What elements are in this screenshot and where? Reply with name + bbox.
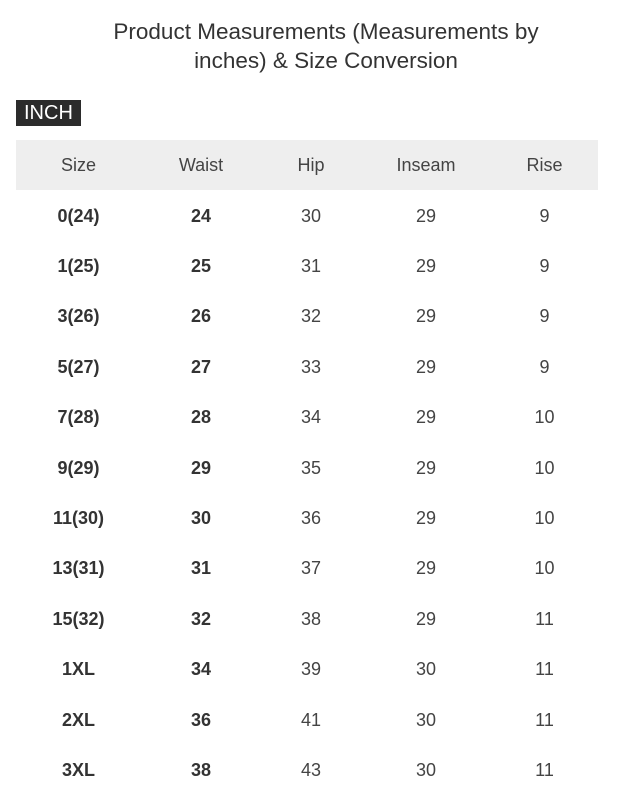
column-header-size: Size	[60, 154, 96, 175]
cell-size: 13(31)	[52, 558, 105, 579]
cell-inseam: 29	[415, 457, 437, 478]
cell-size: 15(32)	[52, 608, 105, 629]
cell-hip: 32	[300, 306, 322, 327]
cell-hip: 41	[300, 709, 322, 730]
cell-waist: 24	[190, 205, 212, 226]
cell-waist: 31	[190, 558, 212, 579]
cell-rise: 9	[539, 306, 550, 327]
cell-waist: 32	[190, 608, 212, 629]
cell-size: 2XL	[61, 709, 95, 730]
column-header-hip: Hip	[297, 154, 325, 175]
table-row	[16, 443, 598, 493]
cell-rise: 10	[534, 558, 555, 579]
cell-inseam: 29	[415, 256, 437, 277]
cell-size: 11(30)	[52, 508, 105, 529]
cell-waist: 38	[190, 759, 212, 780]
cell-size: 3(26)	[57, 306, 100, 327]
cell-inseam: 29	[415, 205, 437, 226]
table-row	[16, 645, 598, 695]
cell-hip: 39	[300, 659, 322, 680]
unit-badge: INCH	[16, 100, 81, 126]
cell-inseam: 29	[415, 407, 437, 428]
cell-inseam: 30	[415, 659, 437, 680]
cell-inseam: 30	[415, 709, 437, 730]
cell-rise: 9	[539, 256, 550, 277]
table-row	[16, 241, 598, 291]
table-row	[16, 191, 598, 241]
cell-hip: 37	[300, 558, 322, 579]
cell-size: 9(29)	[57, 457, 100, 478]
column-header-rise: Rise	[526, 154, 563, 175]
cell-size: 0(24)	[57, 205, 100, 226]
cell-rise: 9	[539, 205, 550, 226]
table-body	[16, 191, 598, 796]
cell-size: 7(28)	[57, 407, 100, 428]
table-row	[16, 493, 598, 543]
cell-inseam: 29	[415, 306, 437, 327]
cell-inseam: 29	[415, 608, 437, 629]
cell-waist: 29	[190, 457, 212, 478]
cell-rise: 9	[539, 356, 550, 377]
cell-hip: 36	[300, 508, 322, 529]
cell-waist: 30	[190, 508, 212, 529]
table-row	[16, 393, 598, 443]
column-header-inseam: Inseam	[396, 154, 456, 175]
cell-size: 3XL	[61, 759, 95, 780]
cell-inseam: 30	[415, 759, 437, 780]
cell-inseam: 29	[415, 508, 437, 529]
table-row	[16, 292, 598, 342]
cell-rise: 11	[535, 759, 554, 780]
cell-rise: 10	[534, 457, 555, 478]
cell-rise: 10	[534, 508, 555, 529]
table-row	[16, 342, 598, 392]
table-row	[16, 594, 598, 644]
cell-hip: 34	[300, 407, 322, 428]
table-row	[16, 695, 598, 745]
cell-rise: 11	[535, 709, 554, 730]
cell-size: 1(25)	[57, 256, 100, 277]
cell-size: 5(27)	[57, 356, 100, 377]
cell-waist: 25	[190, 256, 212, 277]
cell-rise: 11	[535, 608, 554, 629]
page-title-line-1: Product Measurements (Measurements by	[113, 19, 539, 44]
cell-inseam: 29	[415, 558, 437, 579]
page-title-line-2: inches) & Size Conversion	[194, 48, 458, 73]
cell-inseam: 29	[415, 356, 437, 377]
size-table	[16, 140, 598, 796]
cell-waist: 36	[190, 709, 212, 730]
cell-waist: 27	[190, 356, 212, 377]
table-row	[16, 745, 598, 795]
cell-waist: 34	[190, 659, 212, 680]
cell-size: 1XL	[61, 659, 95, 680]
cell-waist: 26	[190, 306, 212, 327]
cell-hip: 35	[300, 457, 322, 478]
cell-hip: 38	[300, 608, 322, 629]
cell-hip: 33	[300, 356, 322, 377]
cell-rise: 11	[535, 659, 554, 680]
cell-hip: 31	[300, 256, 322, 277]
page-title	[0, 17, 632, 75]
cell-hip: 30	[300, 205, 322, 226]
cell-rise: 10	[534, 407, 555, 428]
cell-hip: 43	[300, 759, 322, 780]
column-header-waist: Waist	[178, 154, 224, 175]
table-header-row	[16, 140, 598, 190]
cell-waist: 28	[190, 407, 212, 428]
table-row	[16, 544, 598, 594]
